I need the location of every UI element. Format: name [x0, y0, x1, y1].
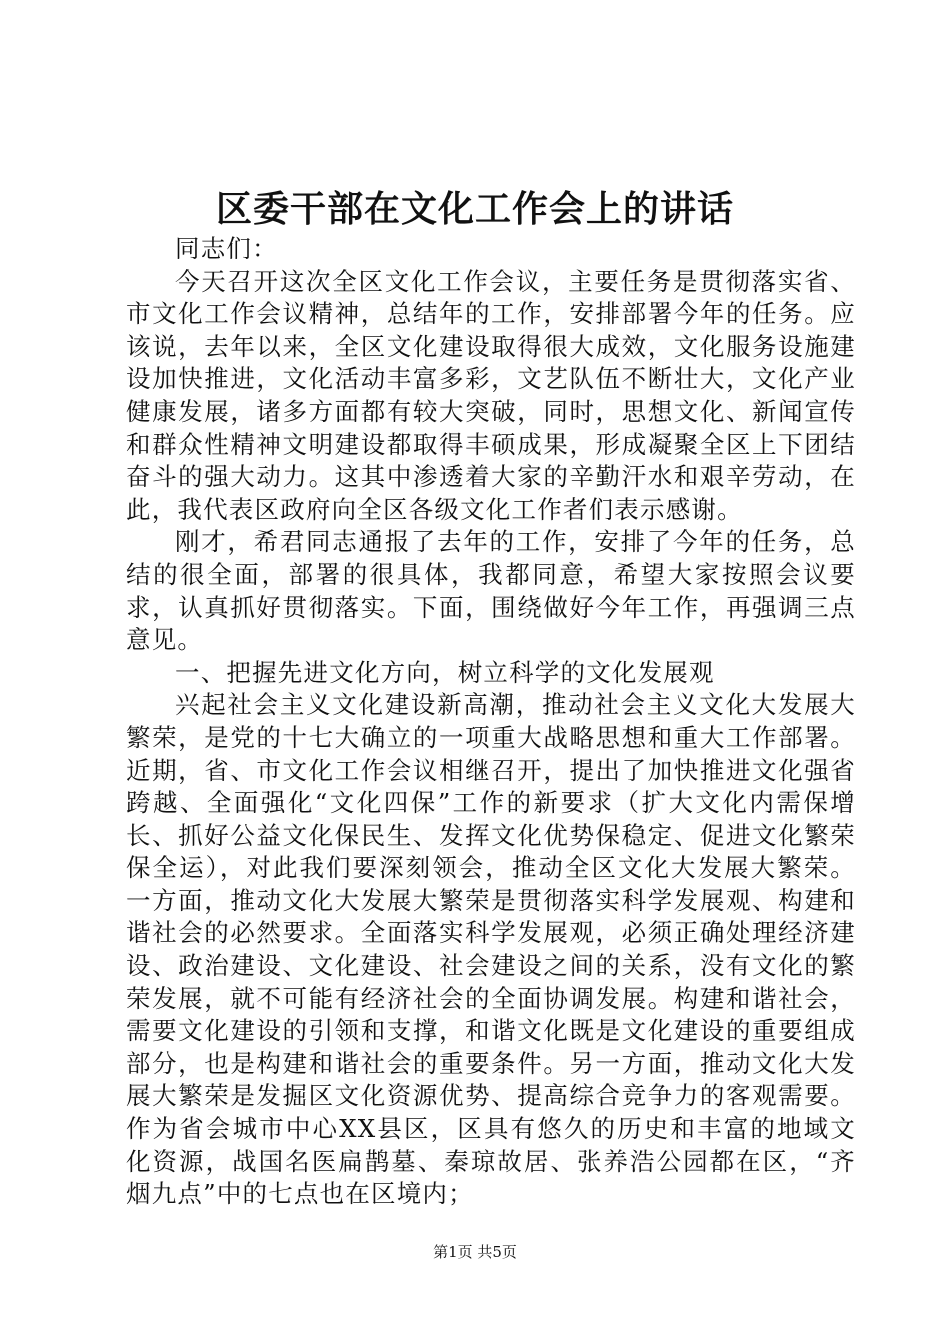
section-heading: 一、把握先进文化方向，树立科学的文化发展观: [175, 657, 715, 687]
body-paragraph: 刚才，希君同志通报了去年的工作，安排了今年的任务，总结的很全面，部署的很具体，我都同意，希望大家按照会议要求，认真抓好贯彻落实。下面，围绕做好今年工作，再强调三点意见。: [126, 527, 856, 655]
salutation-paragraph: 同志们：: [175, 234, 278, 263]
body-paragraph: 今天召开这次全区文化工作会议，主要任务是贯彻落实省、市文化工作会议精神，总结年的工作，安排部署今年的任务。应该说，去年以来，全区文化建设取得很大成效，文化服务设施建设加快推进，文化活动丰富多彩，文艺队伍不断壮大，文化产业健康发展，诸多方面都有较大突破，同时，思想文化、新闻宣传和群众性精神文明建设都取得丰硕成果，形成凝聚全区上下团结奋斗的强大动力。这其中渗透着大家的辛勤汗水和艰辛劳动，在此，我代表区政府向全区各级文化工作者们表示感谢。: [126, 266, 856, 524]
page-footer: 第1页 共5页: [433, 1243, 517, 1261]
document-title: 区委干部在文化工作会上的讲话: [215, 188, 734, 230]
document-body: [126, 233, 856, 1211]
body-paragraph: 兴起社会主义文化建设新高潮，推动社会主义文化大发展大繁荣，是党的十七大确立的一项重大战略思想和重大工作部署。近期，省、市文化工作会议相继召开，提出了加快推进文化强省跨越、全面强化“文化四保”工作的新要求（扩大文化内需保增长、抓好公益文化保民生、发挥文化优势保稳定、促进文化繁荣保全运），对此我们要深刻领会，推动全区文化大发展大繁荣。一方面，推动文化大发展大繁荣是贯彻落实科学发展观、构建和谐社会的必然要求。全面落实科学发展观，必须正确处理经济建设、政治建设、文化建设、社会建设之间的关系，没有文化的繁荣发展，就不可能有经济社会的全面协调发展。构建和谐社会，需要文化建设的引领和支撑，和谐文化既是文化建设的重要组成部分，也是构建和谐社会的重要条件。另一方面，推动文化大发展大繁荣是发掘区文化资源优势、提高综合竞争力的客观需要。作为省会城市中心XX县区，区具有悠久的历史和丰富的地域文化资源，战国名医扁鹊墓、秦琼故居、张养浩公园都在区，“齐烟九点”中的七点也在区境内；: [126, 690, 856, 1209]
